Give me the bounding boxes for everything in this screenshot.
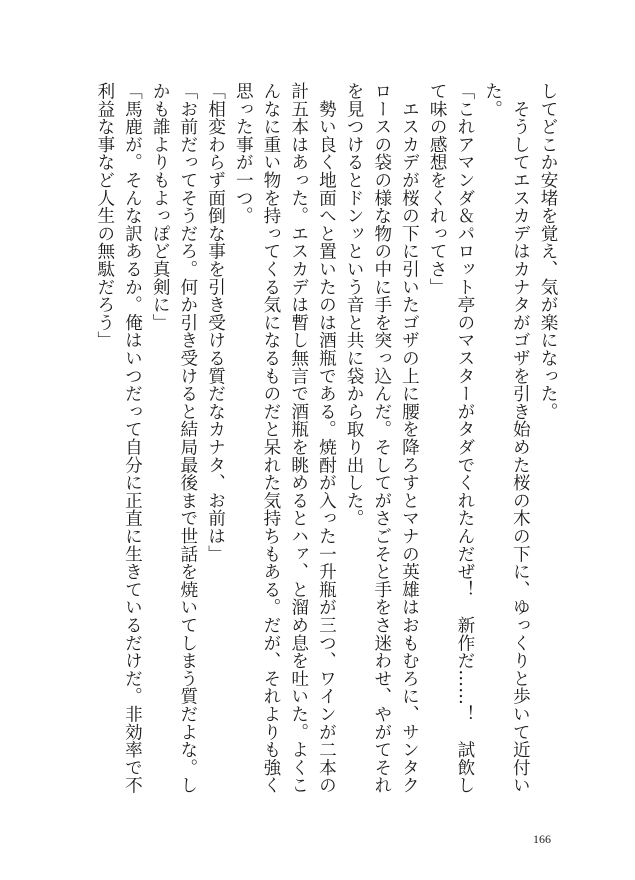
text-line: してどこか安堵を覚え、気が楽になった。 (538, 82, 558, 421)
text-line: 「これアマンダ＆パロット亭のマスターがタダでくれたんだぜ！ 新作だ……！ 試飲し (454, 82, 475, 794)
text-line: 思った事が一つ。 (233, 82, 254, 225)
text-line: を見つけるとドンッという音と共に袋から取り出した。 (344, 82, 365, 527)
text-line: 「馬鹿が。そんな訳あるか。俺はいつだって自分に正直に生きているだけだ。非効率で不 (122, 82, 143, 794)
text-line: 勢い良く地面へと置いたのは酒瓶である。焼酎が入った一升瓶が三つ、ワインが二本の (316, 82, 337, 794)
text-line: ロースの袋の様な物の中に手を突っ込んだ。そしてがさごそと手をさ迷わせ、やがてそれ (371, 82, 392, 794)
text-line: かも誰よりもよっぽど真剣に」 (150, 82, 171, 332)
text-line: 「相変わらず面倒な事を引き受ける質だなカナタ、お前は」 (205, 82, 226, 563)
text-line: そうしてエスカデはカナタがゴザを引き始めた桜の木の下に、ゆっくりと歩いて近付い (510, 82, 531, 794)
text-line: 「お前だってそうだろ。何か引き受けると結局最後まで世話を焼いてしまう質だよな。し (177, 82, 198, 794)
text-line: て味の感想をくれってさ」 (427, 82, 448, 296)
text-line: 計五本はあった。エスカデは暫し無言で酒瓶を眺めるとハァ、と溜め息を吐いた。よくこ (288, 82, 309, 794)
text-line: んなに重い物を持ってくる気になるものだと呆れた気持ちもある。だが、それよりも強く (260, 82, 281, 794)
vertical-text-body (90, 82, 561, 822)
page-number: 166 (533, 832, 551, 846)
text-line: エスカデが桜の下に引いたゴザの上に腰を降ろすとマナの英雄はおもむろに、サンタク (399, 82, 420, 794)
text-line: 利益な事など人生の無駄だろう」 (94, 82, 115, 349)
text-line: た。 (482, 82, 503, 118)
